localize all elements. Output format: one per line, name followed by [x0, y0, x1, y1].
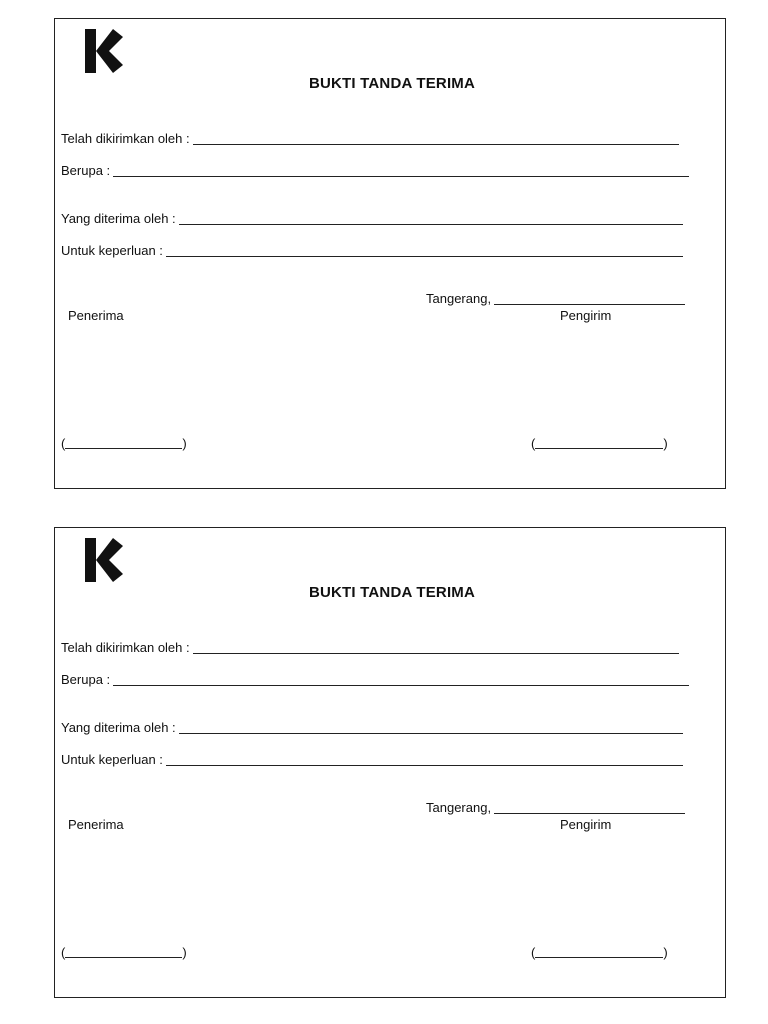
paren-close: ) — [663, 436, 668, 451]
received-by-field[interactable] — [61, 720, 683, 735]
k-logo-icon — [83, 536, 125, 584]
date-line[interactable] — [494, 812, 685, 814]
place-date-field[interactable] — [426, 800, 685, 815]
sender-signature-line[interactable] — [535, 956, 663, 958]
place-date-field[interactable] — [426, 291, 685, 306]
purpose-line[interactable] — [166, 255, 683, 257]
sender-signature[interactable] — [531, 945, 668, 960]
item-field[interactable] — [61, 672, 689, 687]
receiver-signature-line[interactable] — [65, 447, 182, 449]
sender-label: Pengirim — [560, 308, 612, 323]
receiver-signature[interactable] — [61, 436, 187, 451]
date-line[interactable] — [494, 303, 685, 305]
sent-by-field[interactable] — [61, 640, 679, 655]
purpose-label: Untuk keperluan : — [61, 752, 163, 767]
purpose-line[interactable] — [166, 764, 683, 766]
item-label: Berupa : — [61, 163, 111, 178]
item-label: Berupa : — [61, 672, 111, 687]
received-by-label: Yang diterima oleh : — [61, 211, 176, 226]
receiver-signature-line[interactable] — [65, 956, 182, 958]
form-title: BUKTI TANDA TERIMA — [308, 584, 476, 601]
sent-by-line[interactable] — [193, 652, 679, 654]
receiver-label: Penerima — [68, 817, 124, 832]
item-line[interactable] — [113, 175, 689, 177]
sender-signature[interactable] — [531, 436, 668, 451]
place-label: Tangerang, — [426, 291, 492, 306]
sent-by-label: Telah dikirimkan oleh : — [61, 640, 190, 655]
sender-signature-line[interactable] — [535, 447, 663, 449]
sent-by-line[interactable] — [193, 143, 679, 145]
sent-by-label: Telah dikirimkan oleh : — [61, 131, 190, 146]
sent-by-field[interactable] — [61, 131, 679, 146]
receipt-form — [54, 527, 726, 998]
purpose-field[interactable] — [61, 243, 683, 258]
paren-close: ) — [663, 945, 668, 960]
k-logo-icon — [83, 27, 125, 75]
paren-close: ) — [182, 945, 187, 960]
paren-open: ( — [531, 436, 536, 451]
paren-open: ( — [61, 436, 66, 451]
place-label: Tangerang, — [426, 800, 492, 815]
receiver-label: Penerima — [68, 308, 124, 323]
received-by-label: Yang diterima oleh : — [61, 720, 176, 735]
paren-open: ( — [531, 945, 536, 960]
paren-open: ( — [61, 945, 66, 960]
purpose-label: Untuk keperluan : — [61, 243, 163, 258]
receiver-signature[interactable] — [61, 945, 187, 960]
received-by-field[interactable] — [61, 211, 683, 226]
received-by-line[interactable] — [179, 223, 683, 225]
form-title: BUKTI TANDA TERIMA — [308, 75, 476, 92]
receipt-form — [54, 18, 726, 489]
purpose-field[interactable] — [61, 752, 683, 767]
paren-close: ) — [182, 436, 187, 451]
received-by-line[interactable] — [179, 732, 683, 734]
item-line[interactable] — [113, 684, 689, 686]
item-field[interactable] — [61, 163, 689, 178]
sender-label: Pengirim — [560, 817, 612, 832]
